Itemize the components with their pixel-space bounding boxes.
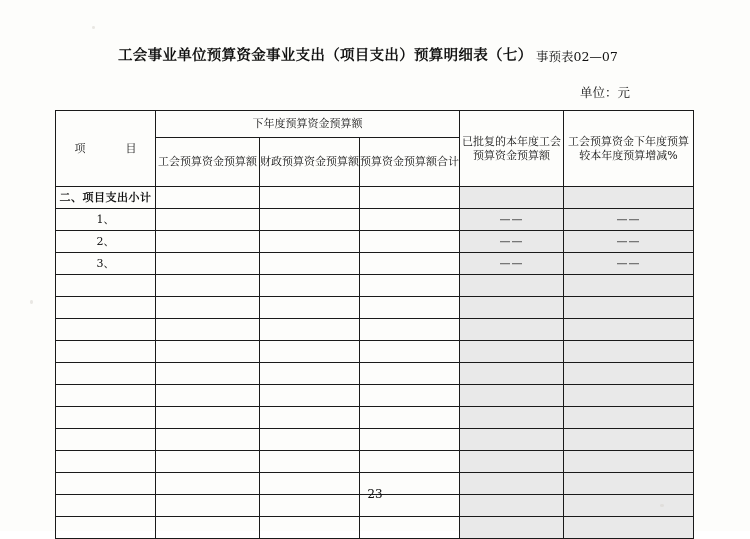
row-label[interactable] xyxy=(56,429,156,451)
cell-change xyxy=(564,385,694,407)
cell-fiscal-budget[interactable] xyxy=(260,517,360,539)
row-label[interactable] xyxy=(56,341,156,363)
cell-approved xyxy=(460,385,564,407)
table-row xyxy=(56,407,694,429)
cell-budget-total[interactable] xyxy=(360,385,460,407)
cell-fiscal-budget[interactable] xyxy=(260,319,360,341)
table-row xyxy=(56,231,694,253)
header-fiscal-budget: 财政预算资金预算额 xyxy=(260,138,360,187)
cell-fiscal-budget[interactable] xyxy=(260,187,360,209)
cell-approved: —— xyxy=(460,231,564,253)
cell-approved xyxy=(460,429,564,451)
cell-union-budget[interactable] xyxy=(156,253,260,275)
cell-fiscal-budget[interactable] xyxy=(260,451,360,473)
table-row xyxy=(56,209,694,231)
cell-change: —— xyxy=(564,253,694,275)
row-label[interactable] xyxy=(56,407,156,429)
cell-approved xyxy=(460,297,564,319)
cell-union-budget[interactable] xyxy=(156,363,260,385)
table-row xyxy=(56,517,694,539)
cell-change xyxy=(564,363,694,385)
scan-speck xyxy=(92,26,95,29)
table-row xyxy=(56,275,694,297)
unit-label: 单位：元 xyxy=(580,85,631,100)
cell-fiscal-budget[interactable] xyxy=(260,363,360,385)
cell-budget-total[interactable] xyxy=(360,209,460,231)
cell-budget-total[interactable] xyxy=(360,231,460,253)
cell-change xyxy=(564,341,694,363)
row-label[interactable] xyxy=(56,451,156,473)
cell-union-budget[interactable] xyxy=(156,341,260,363)
table-row xyxy=(56,385,694,407)
cell-union-budget[interactable] xyxy=(156,517,260,539)
scan-speck xyxy=(30,300,33,304)
cell-fiscal-budget[interactable] xyxy=(260,385,360,407)
cell-union-budget[interactable] xyxy=(156,407,260,429)
cell-budget-total[interactable] xyxy=(360,363,460,385)
table-row xyxy=(56,297,694,319)
cell-approved xyxy=(460,319,564,341)
cell-approved xyxy=(460,517,564,539)
budget-table xyxy=(55,110,694,539)
cell-fiscal-budget[interactable] xyxy=(260,253,360,275)
row-label[interactable] xyxy=(56,275,156,297)
cell-change xyxy=(564,517,694,539)
cell-approved: —— xyxy=(460,253,564,275)
cell-change xyxy=(564,319,694,341)
row-label[interactable]: 1、 xyxy=(56,209,156,231)
row-label[interactable] xyxy=(56,517,156,539)
cell-fiscal-budget[interactable] xyxy=(260,429,360,451)
header-change-percent: 工会预算资金下年度预算较本年度预算增减% xyxy=(564,111,694,187)
cell-budget-total[interactable] xyxy=(360,517,460,539)
table-row xyxy=(56,341,694,363)
cell-fiscal-budget[interactable] xyxy=(260,297,360,319)
table-header-row-1 xyxy=(56,111,694,138)
header-item-column: 项 目 xyxy=(56,111,156,187)
cell-budget-total[interactable] xyxy=(360,297,460,319)
cell-change xyxy=(564,297,694,319)
cell-budget-total[interactable] xyxy=(360,341,460,363)
cell-union-budget[interactable] xyxy=(156,209,260,231)
cell-union-budget[interactable] xyxy=(156,319,260,341)
scan-speck xyxy=(660,504,664,507)
cell-change xyxy=(564,407,694,429)
cell-approved xyxy=(460,363,564,385)
cell-change xyxy=(564,275,694,297)
cell-union-budget[interactable] xyxy=(156,275,260,297)
table-row xyxy=(56,319,694,341)
cell-approved xyxy=(460,341,564,363)
cell-change xyxy=(564,429,694,451)
cell-budget-total[interactable] xyxy=(360,451,460,473)
row-label[interactable] xyxy=(56,385,156,407)
cell-budget-total[interactable] xyxy=(360,319,460,341)
cell-union-budget[interactable] xyxy=(156,451,260,473)
cell-union-budget[interactable] xyxy=(156,297,260,319)
header-union-budget: 工会预算资金预算额 xyxy=(156,138,260,187)
cell-budget-total[interactable] xyxy=(360,275,460,297)
cell-union-budget[interactable] xyxy=(156,385,260,407)
cell-fiscal-budget[interactable] xyxy=(260,407,360,429)
cell-union-budget[interactable] xyxy=(156,429,260,451)
table-row xyxy=(56,451,694,473)
cell-union-budget[interactable] xyxy=(156,187,260,209)
row-label[interactable] xyxy=(56,297,156,319)
cell-fiscal-budget[interactable] xyxy=(260,209,360,231)
cell-budget-total[interactable] xyxy=(360,187,460,209)
table-row xyxy=(56,363,694,385)
header-group-next-year: 下年度预算资金预算额 xyxy=(156,111,460,138)
row-label[interactable]: 2、 xyxy=(56,231,156,253)
cell-approved xyxy=(460,451,564,473)
cell-change xyxy=(564,187,694,209)
cell-budget-total[interactable] xyxy=(360,253,460,275)
cell-fiscal-budget[interactable] xyxy=(260,341,360,363)
cell-change xyxy=(564,451,694,473)
cell-change: —— xyxy=(564,209,694,231)
cell-budget-total[interactable] xyxy=(360,429,460,451)
table-row xyxy=(56,187,694,209)
table-row xyxy=(56,253,694,275)
cell-union-budget[interactable] xyxy=(156,231,260,253)
header-approved-current-year: 已批复的本年度工会预算资金预算额 xyxy=(460,111,564,187)
cell-approved xyxy=(460,187,564,209)
cell-approved xyxy=(460,407,564,429)
cell-change: —— xyxy=(564,231,694,253)
cell-budget-total[interactable] xyxy=(360,407,460,429)
page-title: 工会事业单位预算资金事业支出（项目支出）预算明细表（七） xyxy=(118,47,533,64)
cell-fiscal-budget[interactable] xyxy=(260,275,360,297)
cell-approved xyxy=(460,275,564,297)
header-budget-total: 预算资金预算额合计 xyxy=(360,138,460,187)
cell-fiscal-budget[interactable] xyxy=(260,231,360,253)
row-label: 二、项目支出小计 xyxy=(56,187,156,209)
cell-approved: —— xyxy=(460,209,564,231)
row-label[interactable] xyxy=(56,363,156,385)
table-row xyxy=(56,429,694,451)
form-code: 事预表02—07 xyxy=(536,49,618,64)
page-number: 23 xyxy=(367,487,383,501)
row-label[interactable] xyxy=(56,319,156,341)
row-label[interactable]: 3、 xyxy=(56,253,156,275)
